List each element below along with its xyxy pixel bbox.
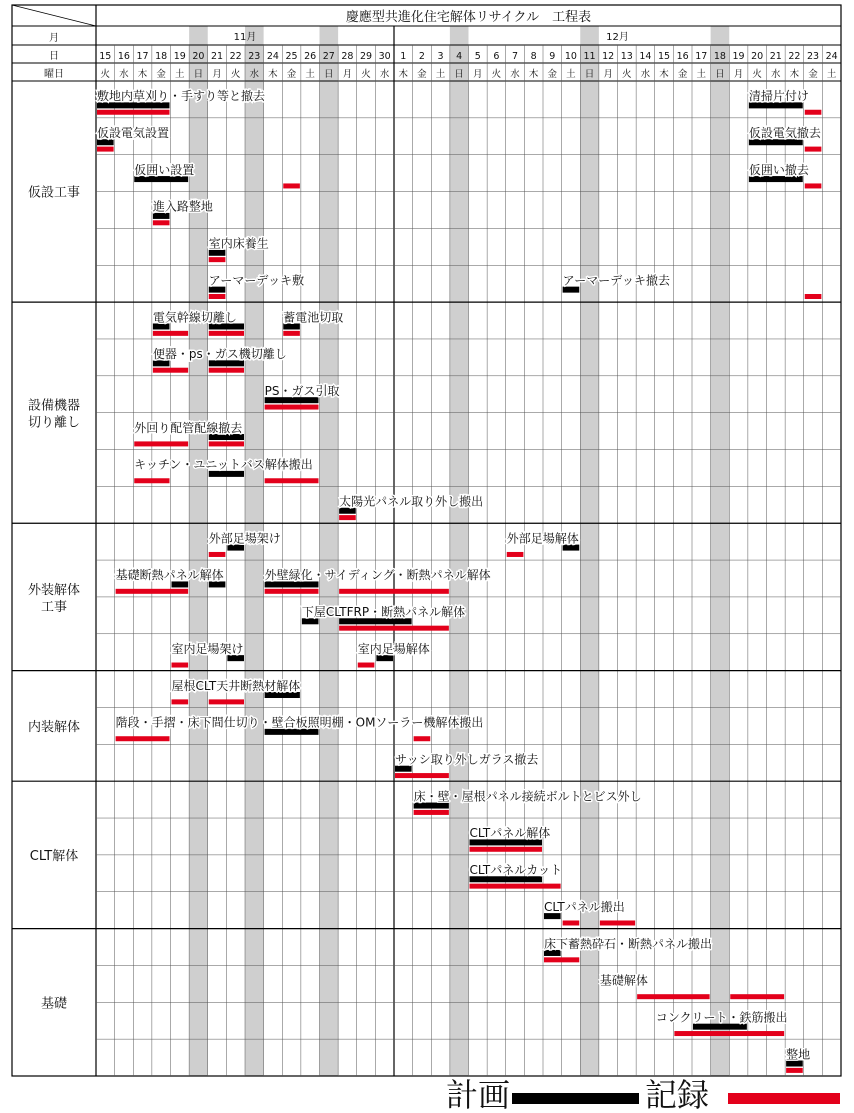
plan-bar bbox=[544, 950, 561, 956]
weekday-label: 土 bbox=[696, 69, 707, 80]
task-label: 進入路整地 bbox=[152, 199, 213, 214]
record-bar bbox=[786, 1068, 803, 1073]
plan-bar bbox=[749, 139, 803, 145]
record-bar bbox=[563, 920, 580, 925]
plan-bar bbox=[97, 102, 170, 108]
day-number: 4 bbox=[456, 51, 463, 62]
weekday-label: 水 bbox=[771, 69, 781, 80]
task-label: 階段・手摺・床下間仕切り・壁合板照明棚・OMソーラー機解体搬出 bbox=[115, 715, 484, 730]
day-number: 12 bbox=[602, 51, 615, 62]
day-number: 11 bbox=[583, 51, 596, 62]
task-label: アーマーデッキ撤去 bbox=[562, 273, 671, 288]
task-label: PS・ガス引取 bbox=[264, 383, 340, 398]
plan-bar bbox=[563, 545, 580, 551]
record-bar bbox=[265, 589, 319, 594]
record-bar bbox=[637, 994, 710, 999]
task-label: 整地 bbox=[786, 1047, 811, 1062]
day-number: 1 bbox=[400, 51, 407, 62]
plan-bar bbox=[414, 803, 449, 809]
task-label: 仮囲い撤去 bbox=[748, 162, 809, 177]
plan-bar bbox=[209, 581, 226, 587]
day-number: 26 bbox=[304, 51, 317, 62]
weekday-label: 月 bbox=[473, 69, 483, 80]
day-number: 17 bbox=[695, 51, 708, 62]
day-header-label: 日 bbox=[49, 51, 59, 62]
plan-bar bbox=[470, 876, 543, 882]
plan-bar bbox=[209, 287, 226, 293]
record-bar bbox=[172, 699, 189, 704]
day-number: 20 bbox=[751, 51, 764, 62]
day-number: 2 bbox=[418, 51, 425, 62]
task-label: キッチン・ユニットバス解体搬出 bbox=[134, 457, 313, 472]
record-bar bbox=[209, 257, 226, 262]
record-bar bbox=[97, 110, 170, 115]
record-bar bbox=[153, 331, 188, 336]
task-label: コンクリート・鉄筋搬出 bbox=[655, 1010, 788, 1025]
day-number: 17 bbox=[136, 51, 149, 62]
weekday-label: 水 bbox=[510, 69, 520, 80]
weekday-label: 月 bbox=[733, 69, 744, 80]
record-bar bbox=[116, 736, 170, 741]
plan-bar bbox=[693, 1024, 747, 1030]
day-number: 24 bbox=[266, 51, 279, 62]
weekday-label: 木 bbox=[268, 69, 278, 80]
holiday-column bbox=[450, 26, 469, 1076]
day-number: 16 bbox=[676, 51, 689, 62]
day-number: 13 bbox=[620, 51, 633, 62]
task-label: 床・壁・屋根パネル接続ボルトとビス外し bbox=[413, 789, 642, 804]
day-number: 19 bbox=[732, 51, 745, 62]
day-number: 21 bbox=[211, 51, 224, 62]
day-number: 29 bbox=[360, 51, 373, 62]
record-bar bbox=[730, 994, 784, 999]
group-label bbox=[28, 185, 80, 201]
task-label: 室内足場解体 bbox=[357, 641, 430, 656]
record-bar bbox=[265, 405, 319, 410]
record-bar bbox=[209, 368, 244, 373]
plan-bar bbox=[209, 360, 244, 366]
record-bar bbox=[414, 810, 449, 815]
task-label: 仮設電気撤去 bbox=[748, 126, 821, 141]
record-bar bbox=[209, 699, 244, 704]
task-label: 仮囲い設置 bbox=[134, 162, 195, 177]
weekday-label: 日 bbox=[454, 69, 464, 80]
weekday-label: 日 bbox=[324, 69, 334, 80]
task-label: 基礎断熱パネル解体 bbox=[115, 568, 224, 583]
record-bar bbox=[805, 147, 822, 152]
day-number: 9 bbox=[549, 51, 556, 62]
weekday-header-label: 曜日 bbox=[44, 69, 64, 80]
group-label bbox=[28, 719, 80, 735]
group-label-line: 外装解体 bbox=[27, 582, 81, 598]
plan-bar bbox=[265, 692, 300, 698]
record-bar bbox=[414, 736, 431, 741]
weekday-label: 木 bbox=[137, 69, 148, 80]
task-label: 外部足場解体 bbox=[506, 531, 579, 546]
record-bar bbox=[265, 478, 319, 483]
day-number: 22 bbox=[788, 51, 801, 62]
day-number: 10 bbox=[564, 51, 577, 62]
record-bar bbox=[283, 331, 300, 336]
day-number: 20 bbox=[192, 51, 205, 62]
weekday-label: 月 bbox=[342, 69, 353, 80]
task-label: 外壁緑化・サイディング・断熱パネル解体 bbox=[264, 568, 491, 583]
record-bar bbox=[97, 147, 114, 152]
plan-bar bbox=[209, 434, 244, 440]
record-bar bbox=[134, 478, 169, 483]
day-number: 19 bbox=[173, 51, 186, 62]
task-label: CLTパネル解体 bbox=[469, 826, 551, 841]
plan-bar bbox=[265, 729, 319, 735]
weekday-label: 土 bbox=[175, 69, 185, 80]
plan-bar bbox=[209, 250, 226, 256]
record-bar bbox=[674, 1031, 784, 1036]
task-label: CLTパネルカット bbox=[469, 863, 563, 878]
task-label: 便器・ps・ガス機切離し bbox=[152, 347, 287, 362]
record-bar bbox=[805, 294, 822, 299]
day-number: 3 bbox=[437, 51, 444, 62]
day-number: 7 bbox=[512, 51, 519, 62]
weekday-label: 火 bbox=[361, 69, 371, 80]
group-label bbox=[28, 582, 80, 615]
weekday-label: 月 bbox=[603, 69, 613, 80]
group-label-line: 基礎 bbox=[40, 996, 68, 1012]
record-bar bbox=[209, 294, 226, 299]
plan-bar bbox=[470, 839, 543, 845]
plan-bar bbox=[265, 397, 319, 403]
record-bar bbox=[172, 663, 189, 668]
task-label: CLTパネル搬出 bbox=[544, 899, 625, 914]
corner-diagonal bbox=[12, 5, 96, 26]
day-number: 30 bbox=[378, 51, 391, 62]
record-bar bbox=[153, 368, 188, 373]
day-number: 8 bbox=[530, 51, 537, 62]
task-label: 床下蓄熱砕石・断熱パネル搬出 bbox=[544, 936, 713, 951]
day-number: 23 bbox=[248, 51, 261, 62]
day-number: 28 bbox=[341, 51, 354, 62]
task-label: サッシ取り外しガラス撤去 bbox=[395, 752, 539, 767]
group-label bbox=[28, 398, 80, 431]
task-label: 電気幹線切離し bbox=[152, 310, 237, 325]
record-bar bbox=[600, 920, 635, 925]
weekday-label: 火 bbox=[230, 69, 241, 80]
plan-bar bbox=[302, 618, 319, 624]
holiday-column bbox=[580, 26, 599, 1076]
task-label: 外回り配管配線撤去 bbox=[134, 420, 243, 435]
plan-bar bbox=[786, 1061, 803, 1067]
legend-plan-label: 計画 bbox=[446, 1076, 511, 1113]
weekday-label: 金 bbox=[808, 69, 818, 80]
weekday-label: 火 bbox=[491, 69, 502, 80]
day-number: 18 bbox=[713, 51, 726, 62]
plan-bar bbox=[227, 655, 244, 661]
group-label bbox=[30, 848, 78, 864]
plan-bar bbox=[153, 323, 170, 329]
day-number: 16 bbox=[117, 51, 130, 62]
record-bar bbox=[339, 589, 449, 594]
weekday-label: 火 bbox=[100, 69, 111, 80]
weekday-label: 月 bbox=[212, 69, 222, 80]
record-bar bbox=[209, 552, 226, 557]
day-number: 5 bbox=[474, 51, 481, 62]
weekday-label: 火 bbox=[622, 69, 632, 80]
day-number: 24 bbox=[825, 51, 838, 62]
plan-bar bbox=[395, 766, 412, 772]
task-label: 清掃片付け bbox=[748, 89, 809, 104]
day-number: 22 bbox=[229, 51, 242, 62]
day-number: 15 bbox=[658, 51, 671, 62]
plan-bar bbox=[283, 323, 300, 329]
group-label-line: 工事 bbox=[40, 599, 68, 615]
weekday-label: 日 bbox=[193, 69, 204, 80]
weekday-label: 土 bbox=[305, 69, 315, 80]
group-label-line: CLT解体 bbox=[29, 848, 79, 864]
plan-bar bbox=[339, 508, 356, 514]
record-bar bbox=[805, 183, 822, 188]
record-bar bbox=[544, 957, 579, 962]
record-bar bbox=[153, 220, 170, 225]
record-bar bbox=[339, 626, 449, 631]
day-number: 25 bbox=[285, 51, 298, 62]
plan-bar bbox=[97, 139, 114, 145]
weekday-label: 木 bbox=[789, 69, 800, 80]
plan-bar bbox=[376, 655, 393, 661]
group-label-line: 切り離し bbox=[27, 415, 81, 431]
weekday-label: 土 bbox=[566, 69, 576, 80]
weekday-label: 金 bbox=[417, 69, 427, 80]
weekday-label: 金 bbox=[677, 69, 688, 80]
day-number: 27 bbox=[322, 51, 335, 62]
day-number: 6 bbox=[493, 51, 500, 62]
day-number: 14 bbox=[639, 51, 652, 62]
task-label: 室内床養生 bbox=[208, 236, 269, 251]
weekday-label: 土 bbox=[435, 69, 446, 80]
group-label-line: 仮設工事 bbox=[27, 185, 81, 201]
record-bar bbox=[358, 663, 375, 668]
plan-bar bbox=[563, 287, 580, 293]
task-label: 太陽光パネル取り外し搬出 bbox=[339, 494, 484, 509]
weekday-label: 日 bbox=[584, 69, 595, 80]
weekday-label: 火 bbox=[752, 69, 762, 80]
holiday-column bbox=[320, 26, 339, 1076]
plan-bar bbox=[749, 176, 803, 182]
record-bar bbox=[507, 552, 524, 557]
month-header-label: 月 bbox=[49, 33, 59, 44]
month-label: 11月 bbox=[233, 32, 257, 43]
plan-bar bbox=[172, 581, 189, 587]
group-label-line: 設備機器 bbox=[27, 398, 81, 414]
holiday-column bbox=[189, 26, 208, 1076]
legend-record-label: 記録 bbox=[645, 1076, 710, 1113]
weekday-label: 金 bbox=[547, 69, 558, 80]
legend-plan-swatch bbox=[512, 1093, 639, 1104]
plan-bar bbox=[153, 360, 170, 366]
plan-bar bbox=[339, 618, 412, 624]
plan-bar bbox=[227, 545, 244, 551]
plan-bar bbox=[544, 913, 561, 919]
day-number: 15 bbox=[99, 51, 112, 62]
task-label: 屋根CLT天井断熱材解体 bbox=[171, 678, 301, 693]
weekday-label: 木 bbox=[659, 69, 669, 80]
holiday-column bbox=[245, 26, 264, 1076]
record-bar bbox=[283, 183, 300, 188]
chart-title: 慶應型共進化住宅解体リサイクル 工程表 bbox=[345, 10, 592, 25]
weekday-label: 水 bbox=[249, 69, 260, 80]
plan-bar bbox=[209, 471, 244, 477]
record-bar bbox=[395, 773, 449, 778]
holiday-column bbox=[711, 26, 730, 1076]
weekday-label: 土 bbox=[826, 69, 837, 80]
record-bar bbox=[805, 110, 822, 115]
task-label: 蓄電池切取 bbox=[283, 310, 344, 325]
weekday-label: 金 bbox=[286, 69, 297, 80]
legend-record-swatch bbox=[728, 1093, 840, 1104]
group-label-line: 内装解体 bbox=[27, 719, 81, 735]
plan-bar bbox=[209, 323, 244, 329]
record-bar bbox=[470, 847, 543, 852]
group-label bbox=[41, 996, 68, 1011]
day-number: 18 bbox=[155, 51, 168, 62]
record-bar bbox=[339, 515, 356, 520]
record-bar bbox=[209, 441, 244, 446]
weekday-label: 木 bbox=[398, 69, 409, 80]
task-label: 敷地内草刈り・手すり等と撤去 bbox=[97, 89, 266, 104]
record-bar bbox=[116, 589, 189, 594]
weekday-label: 日 bbox=[715, 69, 725, 80]
task-label: アーマーデッキ敷 bbox=[208, 273, 305, 288]
task-label: 室内足場架け bbox=[171, 641, 244, 656]
weekday-label: 木 bbox=[528, 69, 539, 80]
weekday-label: 水 bbox=[640, 69, 651, 80]
plan-bar bbox=[265, 581, 319, 587]
plan-bar bbox=[749, 102, 803, 108]
record-bar bbox=[209, 331, 244, 336]
weekday-label: 金 bbox=[156, 69, 166, 80]
month-label: 12月 bbox=[606, 32, 629, 43]
record-bar bbox=[470, 884, 561, 889]
weekday-label: 水 bbox=[119, 69, 129, 80]
plan-bar bbox=[134, 176, 188, 182]
day-number: 21 bbox=[769, 51, 782, 62]
record-bar bbox=[134, 441, 188, 446]
day-number: 23 bbox=[807, 51, 820, 62]
task-label: 仮設電気設置 bbox=[97, 126, 170, 141]
plan-bar bbox=[153, 213, 170, 219]
weekday-label: 水 bbox=[379, 69, 390, 80]
task-label: 基礎解体 bbox=[599, 973, 648, 988]
task-label: 下屋CLTFRP・断熱パネル解体 bbox=[301, 605, 466, 620]
task-label: 外部足場架け bbox=[208, 531, 281, 546]
